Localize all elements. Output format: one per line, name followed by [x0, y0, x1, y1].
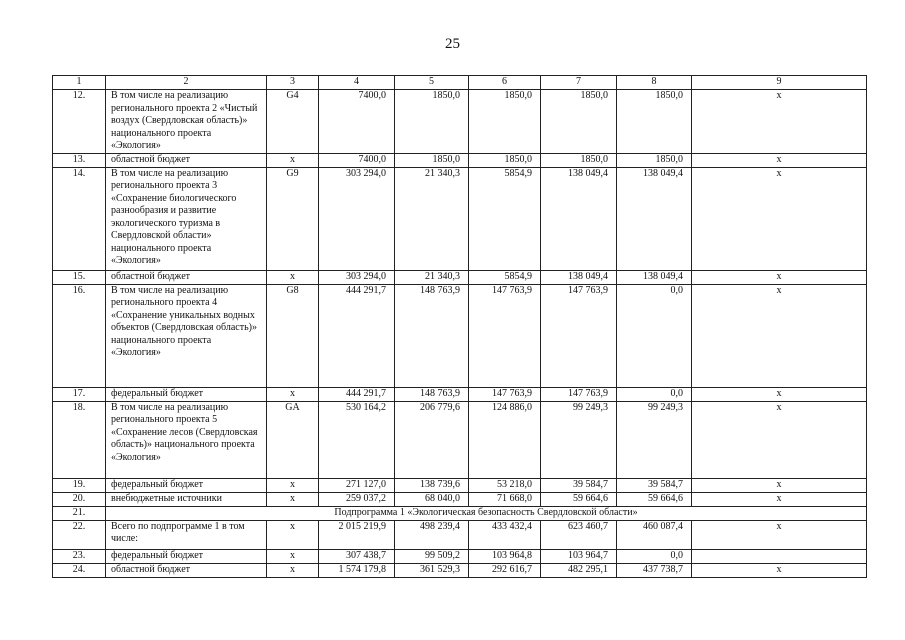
value-year-3: 1850,0	[541, 153, 617, 167]
row-name: федеральный бюджет	[106, 478, 267, 492]
value-year-4: 39 584,7	[617, 478, 692, 492]
row-number: 12.	[53, 90, 106, 154]
row-code: х	[267, 549, 319, 563]
row-number: 16.	[53, 284, 106, 387]
row-col9	[692, 549, 867, 563]
column-header: 5	[395, 76, 469, 90]
row-number: 19.	[53, 478, 106, 492]
value-year-1: 21 340,3	[395, 167, 469, 270]
row-col9: х	[692, 387, 867, 401]
table-row	[53, 549, 867, 563]
row-name: В том числе на реализацию регионального проекта 2 «Чистый воздух (Свердловская область)» национального проекта «Экология»	[106, 90, 267, 154]
row-code: х	[267, 520, 319, 549]
row-col9: х	[692, 520, 867, 549]
row-col9: х	[692, 167, 867, 270]
row-number: 13.	[53, 153, 106, 167]
value-year-1: 148 763,9	[395, 284, 469, 387]
row-col9: х	[692, 401, 867, 478]
row-col9: х	[692, 563, 867, 577]
value-year-3: 147 763,9	[541, 284, 617, 387]
value-year-1: 206 779,6	[395, 401, 469, 478]
row-name: В том числе на реализацию регионального проекта 3 «Сохранение биологического разнообразия и развитие экологического туризма в Свердловской области» национального проекта «Экология»	[106, 167, 267, 270]
value-year-4: 138 049,4	[617, 270, 692, 284]
value-year-1: 138 739,6	[395, 478, 469, 492]
value-total: 259 037,2	[319, 492, 395, 506]
column-header: 6	[469, 76, 541, 90]
value-total: 7400,0	[319, 153, 395, 167]
row-col9: х	[692, 270, 867, 284]
value-year-4: 0,0	[617, 549, 692, 563]
table-row	[53, 401, 867, 478]
value-year-2: 147 763,9	[469, 387, 541, 401]
value-year-2: 53 218,0	[469, 478, 541, 492]
value-total: 530 164,2	[319, 401, 395, 478]
value-year-1: 361 529,3	[395, 563, 469, 577]
value-year-2: 1850,0	[469, 153, 541, 167]
row-code: G8	[267, 284, 319, 387]
value-year-3: 147 763,9	[541, 387, 617, 401]
row-code: GA	[267, 401, 319, 478]
value-year-1: 68 040,0	[395, 492, 469, 506]
value-year-4: 1850,0	[617, 153, 692, 167]
table-row	[53, 284, 867, 387]
row-number: 21.	[53, 506, 106, 520]
row-number: 15.	[53, 270, 106, 284]
value-total: 7400,0	[319, 90, 395, 154]
column-header: 2	[106, 76, 267, 90]
column-header: 3	[267, 76, 319, 90]
value-year-1: 21 340,3	[395, 270, 469, 284]
row-name: внебюджетные источники	[106, 492, 267, 506]
value-year-2: 124 886,0	[469, 401, 541, 478]
row-name: областной бюджет	[106, 563, 267, 577]
budget-table	[52, 75, 867, 578]
row-name: В том числе на реализацию регионального проекта 4 «Сохранение уникальных водных объектов (Свердловская область)» национального проекта «Экология»	[106, 284, 267, 387]
row-name: Всего по подпрограмме 1 в том числе:	[106, 520, 267, 549]
row-col9: х	[692, 153, 867, 167]
table-row	[53, 492, 867, 506]
value-year-3: 138 049,4	[541, 270, 617, 284]
row-name: областной бюджет	[106, 270, 267, 284]
row-number: 20.	[53, 492, 106, 506]
row-number: 23.	[53, 549, 106, 563]
value-year-3: 623 460,7	[541, 520, 617, 549]
row-code: х	[267, 563, 319, 577]
page-number: 25	[445, 36, 460, 52]
table-row	[53, 478, 867, 492]
value-year-3: 1850,0	[541, 90, 617, 154]
row-number: 17.	[53, 387, 106, 401]
value-year-1: 498 239,4	[395, 520, 469, 549]
value-year-3: 99 249,3	[541, 401, 617, 478]
row-col9: х	[692, 284, 867, 387]
value-year-2: 5854,9	[469, 167, 541, 270]
value-total: 271 127,0	[319, 478, 395, 492]
value-year-4: 437 738,7	[617, 563, 692, 577]
value-year-2: 292 616,7	[469, 563, 541, 577]
row-name: федеральный бюджет	[106, 549, 267, 563]
value-year-3: 103 964,7	[541, 549, 617, 563]
value-year-2: 147 763,9	[469, 284, 541, 387]
row-code: G9	[267, 167, 319, 270]
row-code: х	[267, 492, 319, 506]
value-year-2: 433 432,4	[469, 520, 541, 549]
value-year-4: 0,0	[617, 284, 692, 387]
row-name: В том числе на реализацию регионального проекта 5 «Сохранение лесов (Свердловская область)» национального проекта «Экология»	[106, 401, 267, 478]
column-header: 7	[541, 76, 617, 90]
row-col9: х	[692, 90, 867, 154]
value-total: 307 438,7	[319, 549, 395, 563]
value-total: 303 294,0	[319, 167, 395, 270]
column-header: 1	[53, 76, 106, 90]
value-year-3: 59 664,6	[541, 492, 617, 506]
value-total: 1 574 179,8	[319, 563, 395, 577]
row-col9: х	[692, 492, 867, 506]
row-name: областной бюджет	[106, 153, 267, 167]
table-row	[53, 387, 867, 401]
row-code: х	[267, 387, 319, 401]
value-year-4: 59 664,6	[617, 492, 692, 506]
value-year-3: 482 295,1	[541, 563, 617, 577]
row-number: 24.	[53, 563, 106, 577]
column-header: 8	[617, 76, 692, 90]
table-row	[53, 520, 867, 549]
table-row	[53, 270, 867, 284]
table-header-row	[53, 76, 867, 90]
value-total: 2 015 219,9	[319, 520, 395, 549]
value-year-4: 0,0	[617, 387, 692, 401]
value-year-2: 5854,9	[469, 270, 541, 284]
value-total: 444 291,7	[319, 284, 395, 387]
row-number: 22.	[53, 520, 106, 549]
value-total: 303 294,0	[319, 270, 395, 284]
value-year-4: 460 087,4	[617, 520, 692, 549]
value-year-1: 148 763,9	[395, 387, 469, 401]
subprogram-title: Подпрограмма 1 «Экологическая безопасность Свердловской области»	[106, 506, 867, 520]
value-year-2: 71 668,0	[469, 492, 541, 506]
value-year-4: 99 249,3	[617, 401, 692, 478]
column-header: 9	[692, 76, 867, 90]
table-row	[53, 90, 867, 154]
value-year-4: 1850,0	[617, 90, 692, 154]
row-code: G4	[267, 90, 319, 154]
table-row	[53, 563, 867, 577]
value-year-1: 1850,0	[395, 153, 469, 167]
row-code: х	[267, 270, 319, 284]
value-year-4: 138 049,4	[617, 167, 692, 270]
value-total: 444 291,7	[319, 387, 395, 401]
row-number: 14.	[53, 167, 106, 270]
row-code: х	[267, 478, 319, 492]
row-name: федеральный бюджет	[106, 387, 267, 401]
column-header: 4	[319, 76, 395, 90]
value-year-3: 39 584,7	[541, 478, 617, 492]
value-year-2: 1850,0	[469, 90, 541, 154]
subprogram-row	[53, 506, 867, 520]
row-col9: х	[692, 478, 867, 492]
value-year-1: 99 509,2	[395, 549, 469, 563]
row-code: х	[267, 153, 319, 167]
value-year-3: 138 049,4	[541, 167, 617, 270]
row-number: 18.	[53, 401, 106, 478]
value-year-1: 1850,0	[395, 90, 469, 154]
value-year-2: 103 964,8	[469, 549, 541, 563]
table-row	[53, 153, 867, 167]
table-row	[53, 167, 867, 270]
